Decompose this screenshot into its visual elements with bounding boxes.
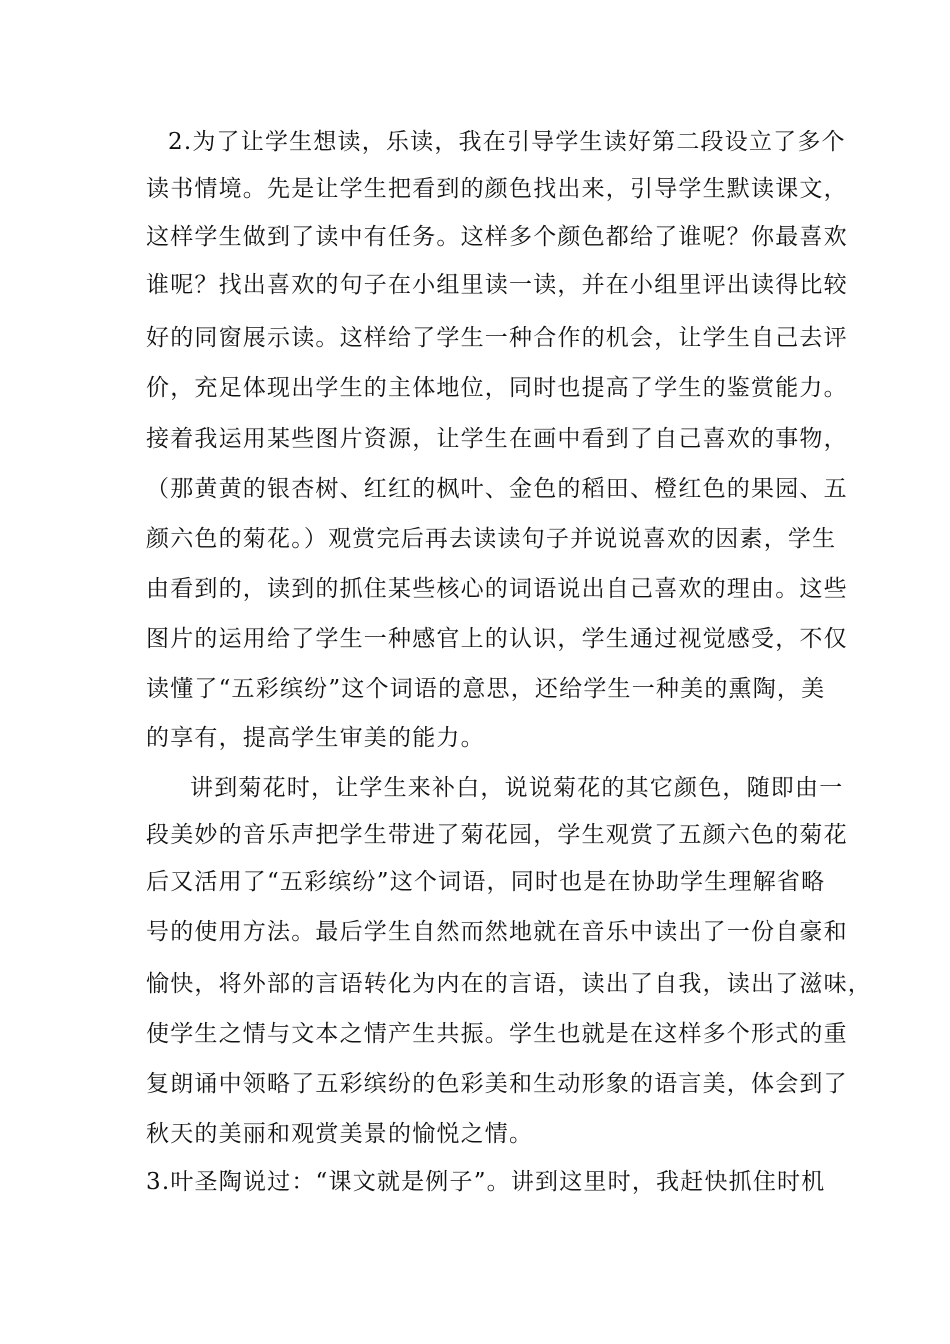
text-line: 的享有，提高学生审美的能力。 xyxy=(146,725,485,751)
text-line: 2.为了让学生想读，乐读，我在引导学生读好第二段设立了多个 xyxy=(168,129,846,155)
text-line: 图片的运用给了学生一种感官上的认识，学生通过视觉感受，不仅 xyxy=(146,626,848,652)
text-line: 接着我运用某些图片资源，让学生在画中看到了自己喜欢的事物， xyxy=(146,426,848,452)
text-line: 读书情境。先是让学生把看到的颜色找出来，引导学生默读课文， xyxy=(146,176,848,202)
text-line: 使学生之情与文本之情产生共振。学生也就是在这样多个形式的重 xyxy=(146,1021,848,1047)
text-line: 愉快，将外部的言语转化为内在的言语，读出了自我，读出了滋味， xyxy=(146,971,872,997)
text-line: 段美妙的音乐声把学生带进了菊花园，学生观赏了五颜六色的菊花 xyxy=(146,822,848,848)
text-line: 3.叶圣陶说过：“课文就是例子”。讲到这里时，我赶快抓住时机 xyxy=(146,1169,826,1195)
text-line: （那黄黄的银杏树、红红的枫叶、金色的稻田、橙红色的果园、五 xyxy=(146,476,848,502)
text-line: 价，充足体现出学生的主体地位，同时也提高了学生的鉴赏能力。 xyxy=(146,375,848,401)
text-line: 颜六色的菊花。）观赏完后再去读读句子并说说喜欢的因素，学生 xyxy=(146,526,837,552)
text-line: 好的同窗展示读。这样给了学生一种合作的机会，让学生自己去评 xyxy=(146,325,848,351)
text-line: 由看到的，读到的抓住某些核心的词语说出自己喜欢的理由。这些 xyxy=(146,576,848,602)
text-line: 谁呢？找出喜欢的句子在小组里读一读，并在小组里评出读得比较 xyxy=(146,272,848,298)
text-line: 复朗诵中领略了五彩缤纷的色彩美和生动形象的语言美，体会到了 xyxy=(146,1071,848,1097)
text-line: 这样学生做到了读中有任务。这样多个颜色都给了谁呢？你最喜欢 xyxy=(146,224,848,250)
text-line: 读懂了“五彩缤纷”这个词语的意思，还给学生一种美的熏陶，美 xyxy=(146,676,826,702)
text-line: 讲到菊花时，让学生来补白，说说菊花的其它颜色，随即由一 xyxy=(190,775,844,801)
text-line: 后又活用了“五彩缤纷”这个词语，同时也是在协助学生理解省略 xyxy=(146,869,826,895)
text-line: 秋天的美丽和观赏美景的愉悦之情。 xyxy=(146,1121,534,1147)
text-line: 号的使用方法。最后学生自然而然地就在音乐中读出了一份自豪和 xyxy=(146,919,848,945)
